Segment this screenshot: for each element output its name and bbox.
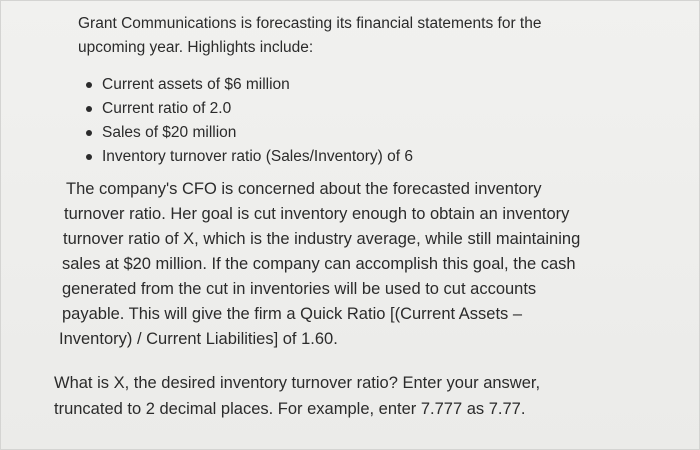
scenario-line: payable. This will give the firm a Quick Ratio [(Current Assets –: [62, 305, 523, 323]
list-item-text: Inventory turnover ratio (Sales/Inventory) of 6: [102, 148, 414, 165]
list-item: [80, 97, 413, 121]
scenario-line: generated from the cut in inventories will be used to cut accounts: [62, 280, 537, 298]
scenario-paragraph: [59, 177, 652, 352]
intro-line: Grant Communications is forecasting its financial statements for the: [78, 15, 542, 32]
list-item-text: Current assets of $6 million: [102, 76, 290, 93]
intro-line: upcoming year. Highlights include:: [78, 39, 314, 56]
bullet-dot-icon: [86, 106, 92, 112]
list-item: [80, 145, 413, 169]
scenario-line: sales at $20 million. If the company can accomplish this goal, the cash: [62, 255, 576, 273]
scenario-line: Inventory) / Current Liabilities] of 1.60.: [59, 330, 338, 348]
bullet-dot-icon: [86, 154, 92, 160]
question-line: truncated to 2 decimal places. For example, enter 7.777 as 7.77.: [54, 400, 526, 418]
question-line: What is X, the desired inventory turnover ratio? Enter your answer,: [54, 374, 541, 392]
list-item-text: Current ratio of 2.0: [102, 100, 232, 117]
intro-paragraph: [78, 12, 638, 60]
list-item-text: Sales of $20 million: [102, 124, 237, 141]
bullet-dot-icon: [86, 130, 92, 136]
highlights-list: [80, 73, 413, 169]
list-item: [80, 73, 413, 97]
scenario-line: turnover ratio. Her goal is cut inventory enough to obtain an inventory: [64, 205, 570, 223]
scenario-line: turnover ratio of X, which is the industry average, while still maintaining: [63, 230, 581, 248]
question-paragraph: [54, 370, 664, 422]
list-item: [80, 121, 413, 145]
scenario-line: The company's CFO is concerned about the forecasted inventory: [66, 180, 542, 198]
bullet-dot-icon: [86, 82, 92, 88]
